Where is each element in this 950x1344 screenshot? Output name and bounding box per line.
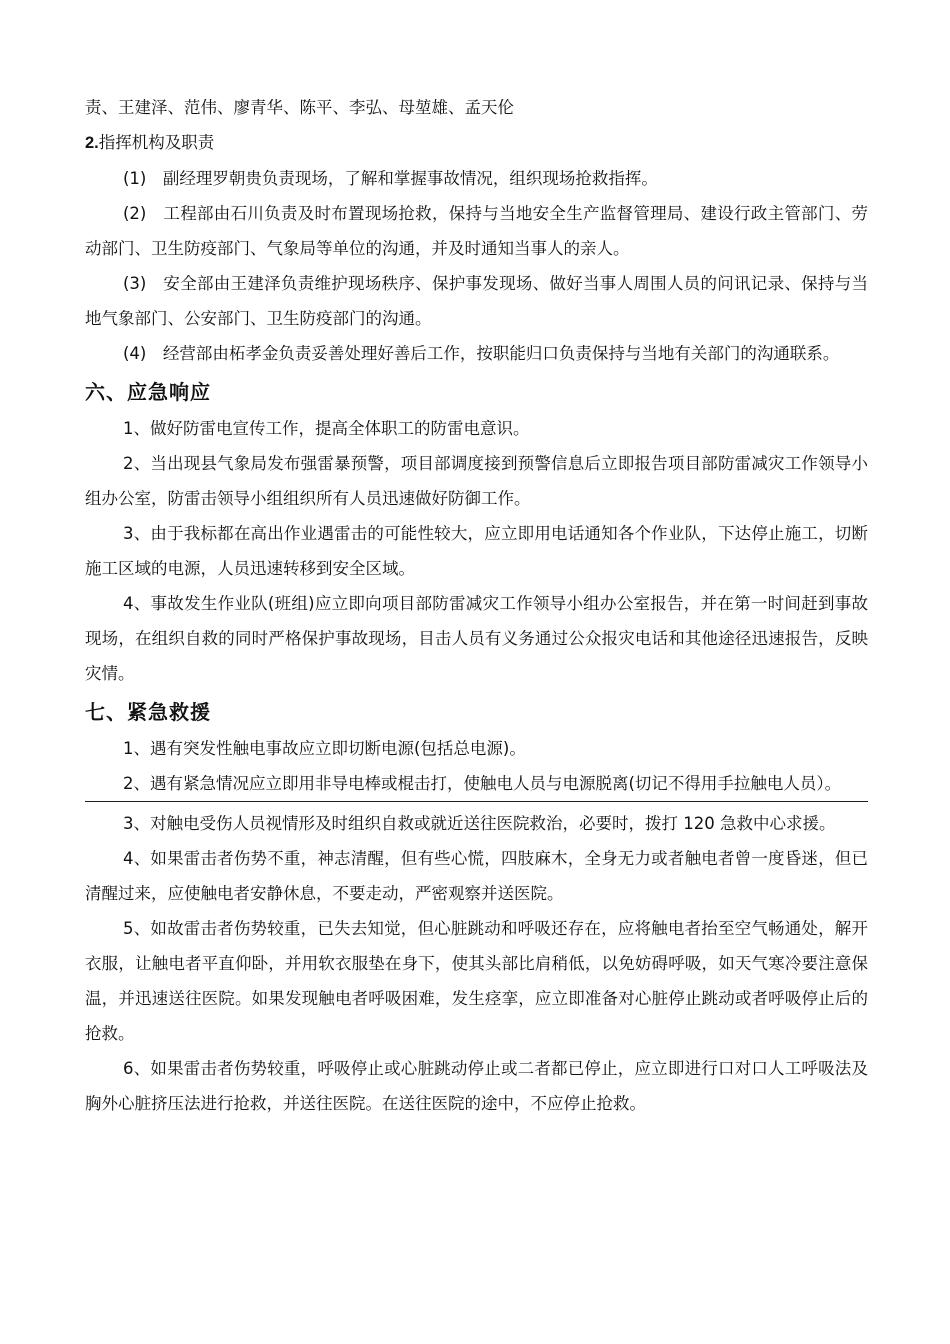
duty-item-2: (2) 工程部由石川负责及时布置现场抢救，保持与当地安全生产监督管理局、建设行政主管部门、劳动部门、卫生防疫部门、气象局等单位的沟通，并及时通知当事人的亲人。	[85, 204, 868, 258]
subsection-heading	[85, 125, 868, 161]
response-item-2: 2、当出现县气象局发布强雷暴预警，项目部调度接到预警信息后立即报告项目部防雷减灾工作领导小组办公室，防雷击领导小组组织所有人员迅速做好防御工作。	[85, 454, 868, 508]
rescue-item-3: 3、对触电受伤人员视情形及时组织自救或就近送往医院救治，必要时，拨打 120 急救中心求援。	[123, 814, 836, 833]
duty-item-3: (3) 安全部由王建泽负责维护现场秩序、保护事发现场、做好当事人周围人员的问讯记录、保持与当地气象部门、公安部门、卫生防疫部门的沟通。	[85, 274, 868, 328]
document-page	[85, 90, 868, 1121]
rescue-item-5: 5、如故雷击者伤势较重，已失去知觉，但心脏跳动和呼吸还存在，应将触电者抬至空气畅通处，解开衣服，让触电者平直仰卧，并用软衣服垫在身下，使其头部比肩稍低，以免妨碍呼吸，如天气寒冷要注意保温，并迅速送往医院。如果发现触电者呼吸困难，发生痉挛，应立即准备对心脏停止跳动或者呼吸停止后的抢救。	[85, 919, 868, 1043]
response-item-4: 4、事故发生作业队(班组)应立即向项目部防雷减灾工作领导小组办公室报告，并在第一时间赶到事故现场，在组织自救的同时严格保护事故现场，目击人员有义务通过公众报灾电话和其他途径迅速报告，反映灾情。	[85, 594, 868, 683]
subsection-number: 2.	[85, 134, 99, 152]
rescue-item-4: 4、如果雷击者伤势不重，神志清醒，但有些心慌，四肢麻木，全身无力或者触电者曾一度昏迷，但已清醒过来，应使触电者安静休息，不要走动，严密观察并送医院。	[85, 849, 868, 903]
section-heading-emergency-rescue: 七、紧急救援	[85, 700, 211, 724]
response-item-1: 1、做好防雷电宣传工作，提高全体职工的防雷电意识。	[123, 419, 530, 438]
duty-item-4: (4) 经营部由柘孝金负责妥善处理好善后工作，按职能归口负责保持与当地有关部门的沟通联系。	[123, 344, 840, 363]
subsection-title: 指挥机构及职责	[98, 133, 215, 152]
responsible-persons-line: 责、王建泽、范伟、廖青华、陈平、李弘、母堃雄、孟天伦	[85, 98, 514, 117]
rescue-item-6: 6、如果雷击者伤势较重，呼吸停止或心脏跳动停止或二者都已停止，应立即进行口对口人工呼吸法及胸外心脏挤压法进行抢救，并送往医院。在送往医院的途中，不应停止抢救。	[85, 1059, 868, 1113]
page-divider	[85, 801, 868, 802]
duty-item-1: (1) 副经理罗朝贵负责现场，了解和掌握事故情况，组织现场抢救指挥。	[123, 169, 658, 188]
rescue-item-1: 1、遇有突发性触电事故应立即切断电源(包括总电源)。	[123, 739, 526, 758]
section-heading-emergency-response: 六、应急响应	[85, 380, 211, 404]
response-item-3: 3、由于我标都在高出作业遇雷击的可能性较大，应立即用电话通知各个作业队，下达停止施工，切断施工区域的电源，人员迅速转移到安全区域。	[85, 524, 868, 578]
rescue-item-2: 2、遇有紧急情况应立即用非导电棒或棍击打，使触电人员与电源脱离(切记不得用手拉触电人员）。	[123, 774, 842, 793]
